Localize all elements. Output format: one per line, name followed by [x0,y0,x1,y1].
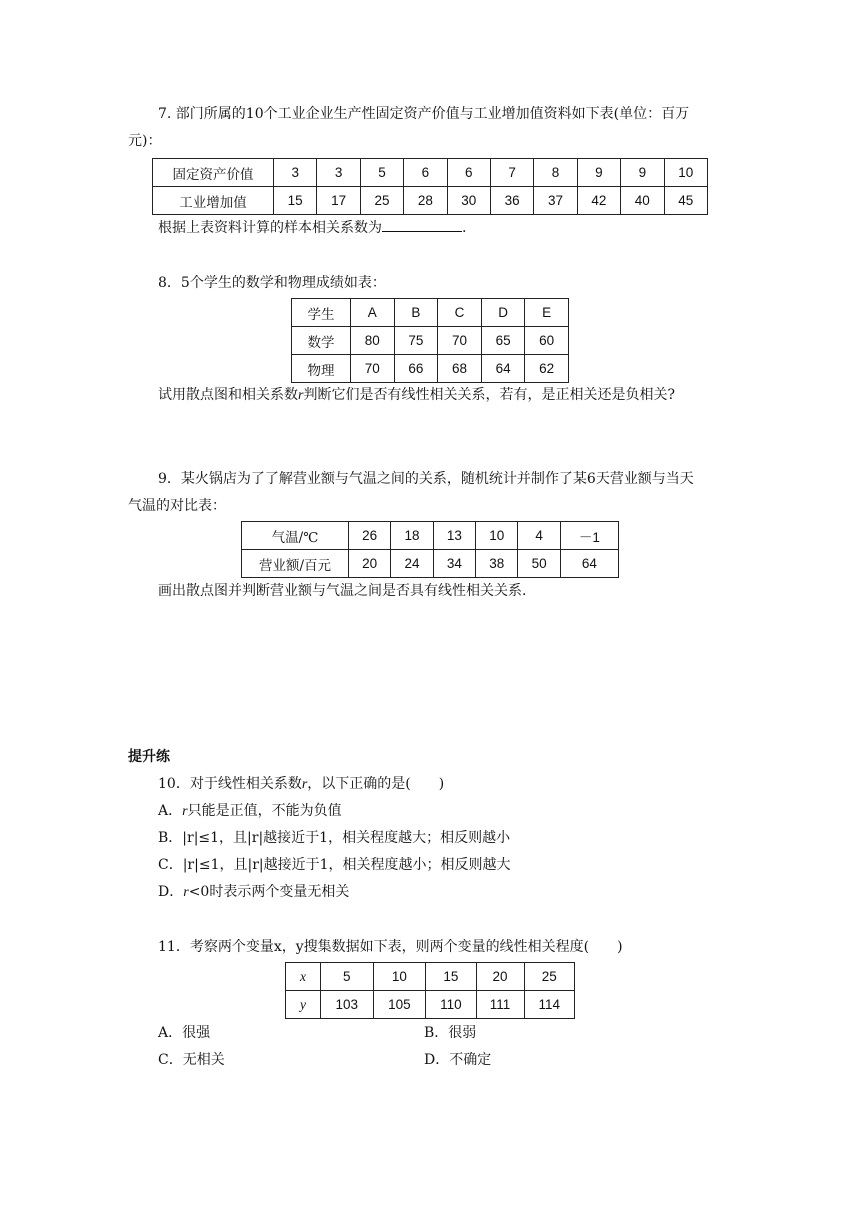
table-row [153,159,708,187]
q7-cell: 25 [360,187,403,215]
q7-after-end: . [462,220,467,236]
q7-cell: 28 [404,187,447,215]
q10-var-r: r [301,777,308,792]
table-row [242,550,619,578]
q9-cell: 64 [560,550,618,578]
q7-cell: 5 [360,159,403,187]
q8-cell: D [481,299,525,327]
q9-after: 画出散点图并判断营业额与气温之间是否具有线性相关关系. [158,583,527,599]
q11-option-a[interactable]: A．很强 [158,1025,211,1041]
table-row [153,187,708,215]
q11-option-d[interactable]: D．不确定 [424,1052,492,1068]
q7-cell: 6 [447,159,490,187]
q7-row1-label: 固定资产价值 [153,159,274,187]
q11-option-c[interactable]: C．无相关 [158,1052,225,1068]
q9-cell: 13 [433,522,475,550]
q10-stem-a: 10．对于线性相关系数 [158,776,302,792]
q10-option-b[interactable]: B．|r|≤1，且|r|越接近于1，相关程度越大；相反则越小 [158,830,511,846]
q11-cell: 25 [524,963,574,991]
q7-cell: 7 [490,159,533,187]
q7-cell: 3 [317,159,360,187]
q11-row1-label: x [286,963,321,991]
q8-cell: 62 [525,355,569,383]
q11-cell: 114 [524,991,574,1019]
q8-cell: 68 [438,355,482,383]
q9-table [241,521,619,578]
q9-line2: 气温的对比表： [128,498,226,514]
q7-cell: 40 [621,187,664,215]
q8-cell: B [394,299,438,327]
q7-after-text: 根据上表资料计算的样本相关系数为 [158,220,382,236]
q10-opt-d-label: D． [158,884,184,900]
q9-cell: 24 [391,550,433,578]
q9-row1-label: 气温/℃ [242,522,349,550]
q8-after [158,384,675,407]
table-row [286,991,575,1019]
q10-opt-d-var: r [183,885,189,900]
q8-cell: 75 [394,327,438,355]
q9-cell: 18 [391,522,433,550]
q11-cell: 110 [426,991,476,1019]
q8-row2-label: 物理 [292,355,351,383]
q8-cell: 60 [525,327,569,355]
q8-cell: 70 [438,327,482,355]
q11-stem: 11．考察两个变量x，y搜集数据如下表，则两个变量的线性相关程度( ) [158,939,623,955]
table-row [292,327,569,355]
q7-cell: 42 [577,187,620,215]
q7-cell: 9 [577,159,620,187]
q11-table [285,962,575,1019]
q7-after [158,216,466,239]
q11-cell: 10 [373,963,426,991]
q10-stem [158,773,444,796]
q7-table [152,158,708,215]
q11-option-b[interactable]: B．很弱 [424,1025,477,1041]
q8-cell: E [525,299,569,327]
table-row [242,522,619,550]
q11-cell: 20 [476,963,524,991]
q11-cell: 15 [426,963,476,991]
q9-cell: 26 [349,522,391,550]
q10-opt-a-var: r [182,804,188,819]
q8-cell: 70 [351,355,395,383]
q10-option-c[interactable]: C．|r|≤1，且|r|越接近于1，相关程度越小；相反则越大 [158,857,511,873]
q9-cell: 4 [518,522,560,550]
q8-line1: 8．5个学生的数学和物理成绩如表： [158,275,386,291]
q10-option-a[interactable] [158,800,342,823]
q9-line1: 9．某火锅店为了了解营业额与气温之间的关系，随机统计并制作了某6天营业额与当天 [158,471,694,487]
q7-cell: 8 [534,159,577,187]
q7-row2-label: 工业增加值 [153,187,274,215]
q11-cell: 111 [476,991,524,1019]
q9-cell: 50 [518,550,560,578]
q11-cell: 103 [321,991,374,1019]
q7-cell: 9 [621,159,664,187]
q8-after-a: 试用散点图和相关系数 [158,387,298,403]
q10-opt-d-text: <0时表示两个变量无相关 [188,884,350,900]
q8-cell: 64 [481,355,525,383]
q7-line1: 7. 部门所属的10个工业企业生产性固定资产价值与工业增加值资料如下表(单位：百万 [158,106,690,122]
table-row [286,963,575,991]
q8-cell: 80 [351,327,395,355]
q7-cell: 45 [664,187,707,215]
q7-cell: 37 [534,187,577,215]
q7-cell: 36 [490,187,533,215]
q11-row2-label: y [286,991,321,1019]
q8-cell: A [351,299,395,327]
q8-table [291,298,569,383]
q8-row1-label: 数学 [292,327,351,355]
q7-cell: 10 [664,159,707,187]
q9-cell: 34 [433,550,475,578]
q10-opt-a-text: 只能是正值，不能为负值 [187,803,342,819]
q8-cell: 65 [481,327,525,355]
q7-cell: 6 [404,159,447,187]
table-row [292,355,569,383]
q10-stem-b: ，以下正确的是( ) [307,776,445,792]
q10-option-d[interactable] [158,881,349,904]
q7-cell: 30 [447,187,490,215]
q7-line2: 元)： [128,133,162,149]
q9-cell: 38 [476,550,518,578]
q11-cell: 105 [373,991,426,1019]
q9-cell: 10 [476,522,518,550]
q8-cell: 66 [394,355,438,383]
q7-cell: 17 [317,187,360,215]
q8-cell: C [438,299,482,327]
q8-header-label: 学生 [292,299,351,327]
table-row [292,299,569,327]
q9-row2-label: 营业额/百元 [242,550,349,578]
q9-cell: 20 [349,550,391,578]
q11-cell: 5 [321,963,374,991]
q9-cell: －1 [560,522,618,550]
q8-after-b: 判断它们是否有线性相关关系，若有，是正相关还是负相关? [303,387,675,403]
section-title: 提升练 [128,749,170,765]
q10-opt-a-label: A． [158,803,183,819]
q7-cell: 15 [274,187,317,215]
q8-var-r: r [298,388,304,403]
answer-blank[interactable] [382,216,462,232]
q7-cell: 3 [274,159,317,187]
